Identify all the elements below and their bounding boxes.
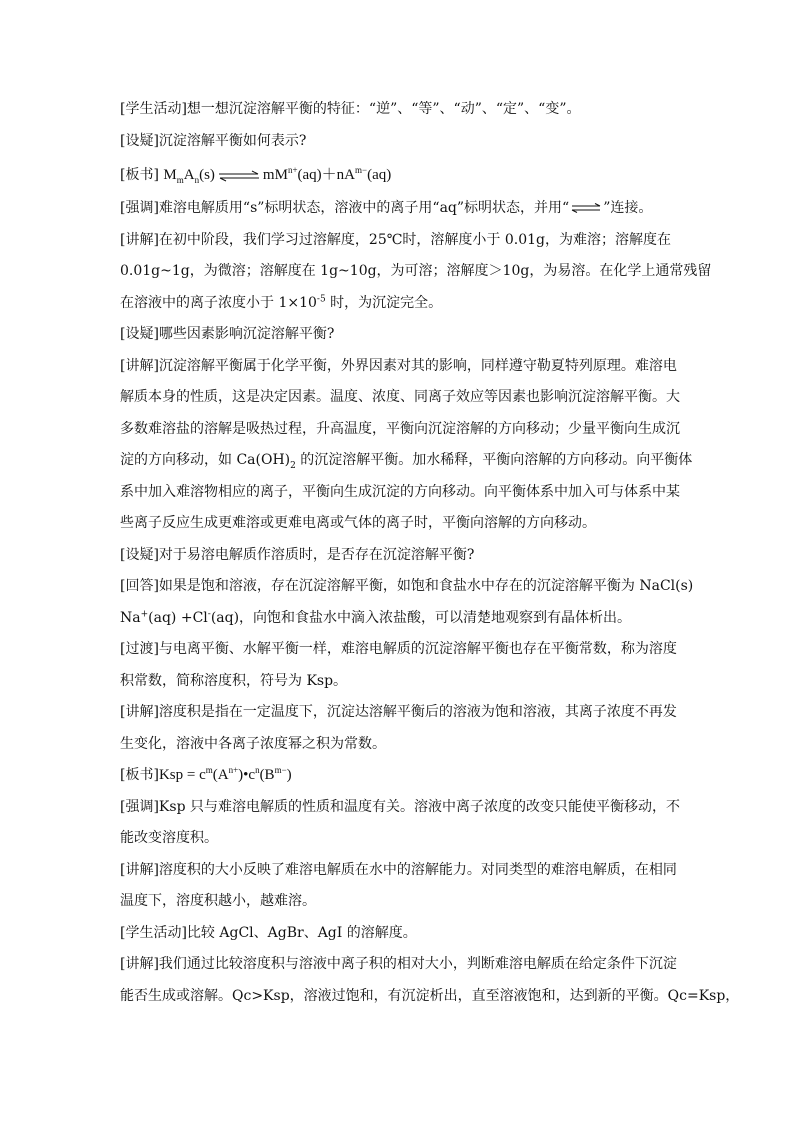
- explanation-line: [讲解]溶度积的大小反映了难溶电解质在水中的溶解能力。对同类型的难溶电解质，在相同: [120, 861, 677, 878]
- text-segment: (aq)，向饱和食盐水中滴入浓盐酸，可以清楚地观察到有晶体析出。: [210, 609, 632, 626]
- board-ksp-line: [120, 760, 678, 792]
- explanation-line: 解质本身的性质，这是决定因素。温度、浓度、同离子效应等因素也影响沉淀溶解平衡。大: [120, 389, 680, 405]
- board-formula-line: [120, 157, 678, 193]
- text-segment: 在溶液中的离子浓度小于 1×10: [120, 294, 317, 311]
- explanation-line: [讲解]溶度积是指在一定温度下，沉淀达溶解平衡后的溶液为饱和溶液，其离子浓度不再发: [120, 704, 677, 720]
- explanation-line: 温度下，溶度积越小，越难溶。: [120, 893, 316, 909]
- dissolution-equation: $M_mA_n(s)$ $mM^{n+}(aq)+nA^{m-}(aq)$: [163, 165, 392, 185]
- superscript: -: [207, 608, 211, 619]
- explanation-line: [120, 445, 693, 477]
- equilibrium-arrow-icon: [218, 170, 260, 182]
- exponent: -5: [316, 293, 326, 304]
- explanation-line: [讲解]沉淀溶解平衡属于化学平衡，外界因素对其的影响，同样遵守勒夏特列原理。难溶电: [120, 357, 677, 374]
- explanation-line: 些离子反应生成更难溶或更难电离或气体的离子时，平衡向溶解的方向移动。: [120, 515, 596, 531]
- question-line: [设疑]沉淀溶解平衡如何表示?: [120, 132, 307, 149]
- subscript: 2: [290, 460, 296, 471]
- explanation-line: [120, 288, 678, 320]
- explanation-line: 多数难溶盐的溶解是吸热过程，升高温度，平衡向沉淀溶解的方向移动；少量平衡向生成沉: [120, 420, 680, 437]
- transition-line: 积常数，简称溶度积，符号为 Ksp。: [120, 672, 348, 689]
- emphasis-text-after: ”连接。: [603, 200, 653, 216]
- explanation-line: 0.01g~1g，为微溶；溶解度在 1g~10g，为可溶；溶解度＞10g，为易溶。在化学上通常残留: [120, 263, 712, 279]
- explanation-line: 能否生成或溶解。Qc>Ksp，溶液过饱和，有沉淀析出，直至溶液饱和，达到新的平衡。Qc=Ksp，: [120, 987, 740, 1004]
- answer-line: [回答]如果是饱和溶液，存在沉淀溶解平衡，如饱和食盐水中存在的沉淀溶解平衡为 NaCl(s): [120, 578, 694, 594]
- answer-line: [120, 603, 678, 635]
- emphasis-line: [强调]Ksp 只与难溶电解质的性质和温度有关。溶液中离子浓度的改变只能使平衡移动，不: [120, 798, 680, 815]
- superscript: +: [140, 608, 149, 619]
- text-segment: (aq) +Cl: [148, 609, 208, 626]
- emphasis-line: [120, 193, 678, 225]
- text-segment: 淀的方向移动，如 Ca(OH): [120, 452, 291, 468]
- board-tag: [板书]: [120, 167, 159, 183]
- student-activity-line: [学生活动]比较 AgCl、AgBr、AgI 的溶解度。: [120, 924, 417, 941]
- document-body: [120, 94, 740, 1012]
- explanation-line: 生变化，溶液中各离子浓度幂之积为常数。: [120, 735, 386, 752]
- ksp-formula: Ksp = $c^m(A^{n+})•c^n(B^{m-})$: [158, 765, 292, 783]
- emphasis-line: 能改变溶度积。: [120, 830, 218, 846]
- emphasis-text-before: [强调]难溶电解质用“s”标明状态，溶液中的离子用“aq”标明状态，并用“: [120, 200, 570, 216]
- text-segment: 时，为沉淀完全。: [325, 294, 443, 311]
- explanation-line: [讲解]我们通过比较溶度积与溶液中离子积的相对大小，判断难溶电解质在给定条件下沉淀: [120, 956, 677, 972]
- equilibrium-arrow-icon: [571, 203, 601, 213]
- explanation-line: 系中加入难溶物相应的离子，平衡向生成沉淀的方向移动。向平衡体系中加入可与体系中某: [120, 483, 680, 500]
- student-activity-line: [学生活动]想一想沉淀溶解平衡的特征：“逆”、“等”、“动”、“定”、“变”。: [120, 101, 581, 117]
- transition-line: [过渡]与电离平衡、水解平衡一样，难溶电解质的沉淀溶解平衡也存在平衡常数，称为溶度: [120, 641, 677, 657]
- board-tag: [板书]: [120, 767, 159, 783]
- question-line: [设疑]对于易溶电解质作溶质时，是否存在沉淀溶解平衡?: [120, 546, 475, 563]
- question-line: [设疑]哪些因素影响沉淀溶解平衡?: [120, 326, 335, 342]
- text-segment: 的沉淀溶解平衡。加水稀释，平衡向溶解的方向移动。向平衡体: [295, 452, 693, 468]
- explanation-line: [讲解]在初中阶段，我们学习过溶解度，25℃时，溶解度小于 0.01g，为难溶；溶解度在: [120, 231, 671, 248]
- text-segment: Na: [120, 609, 141, 626]
